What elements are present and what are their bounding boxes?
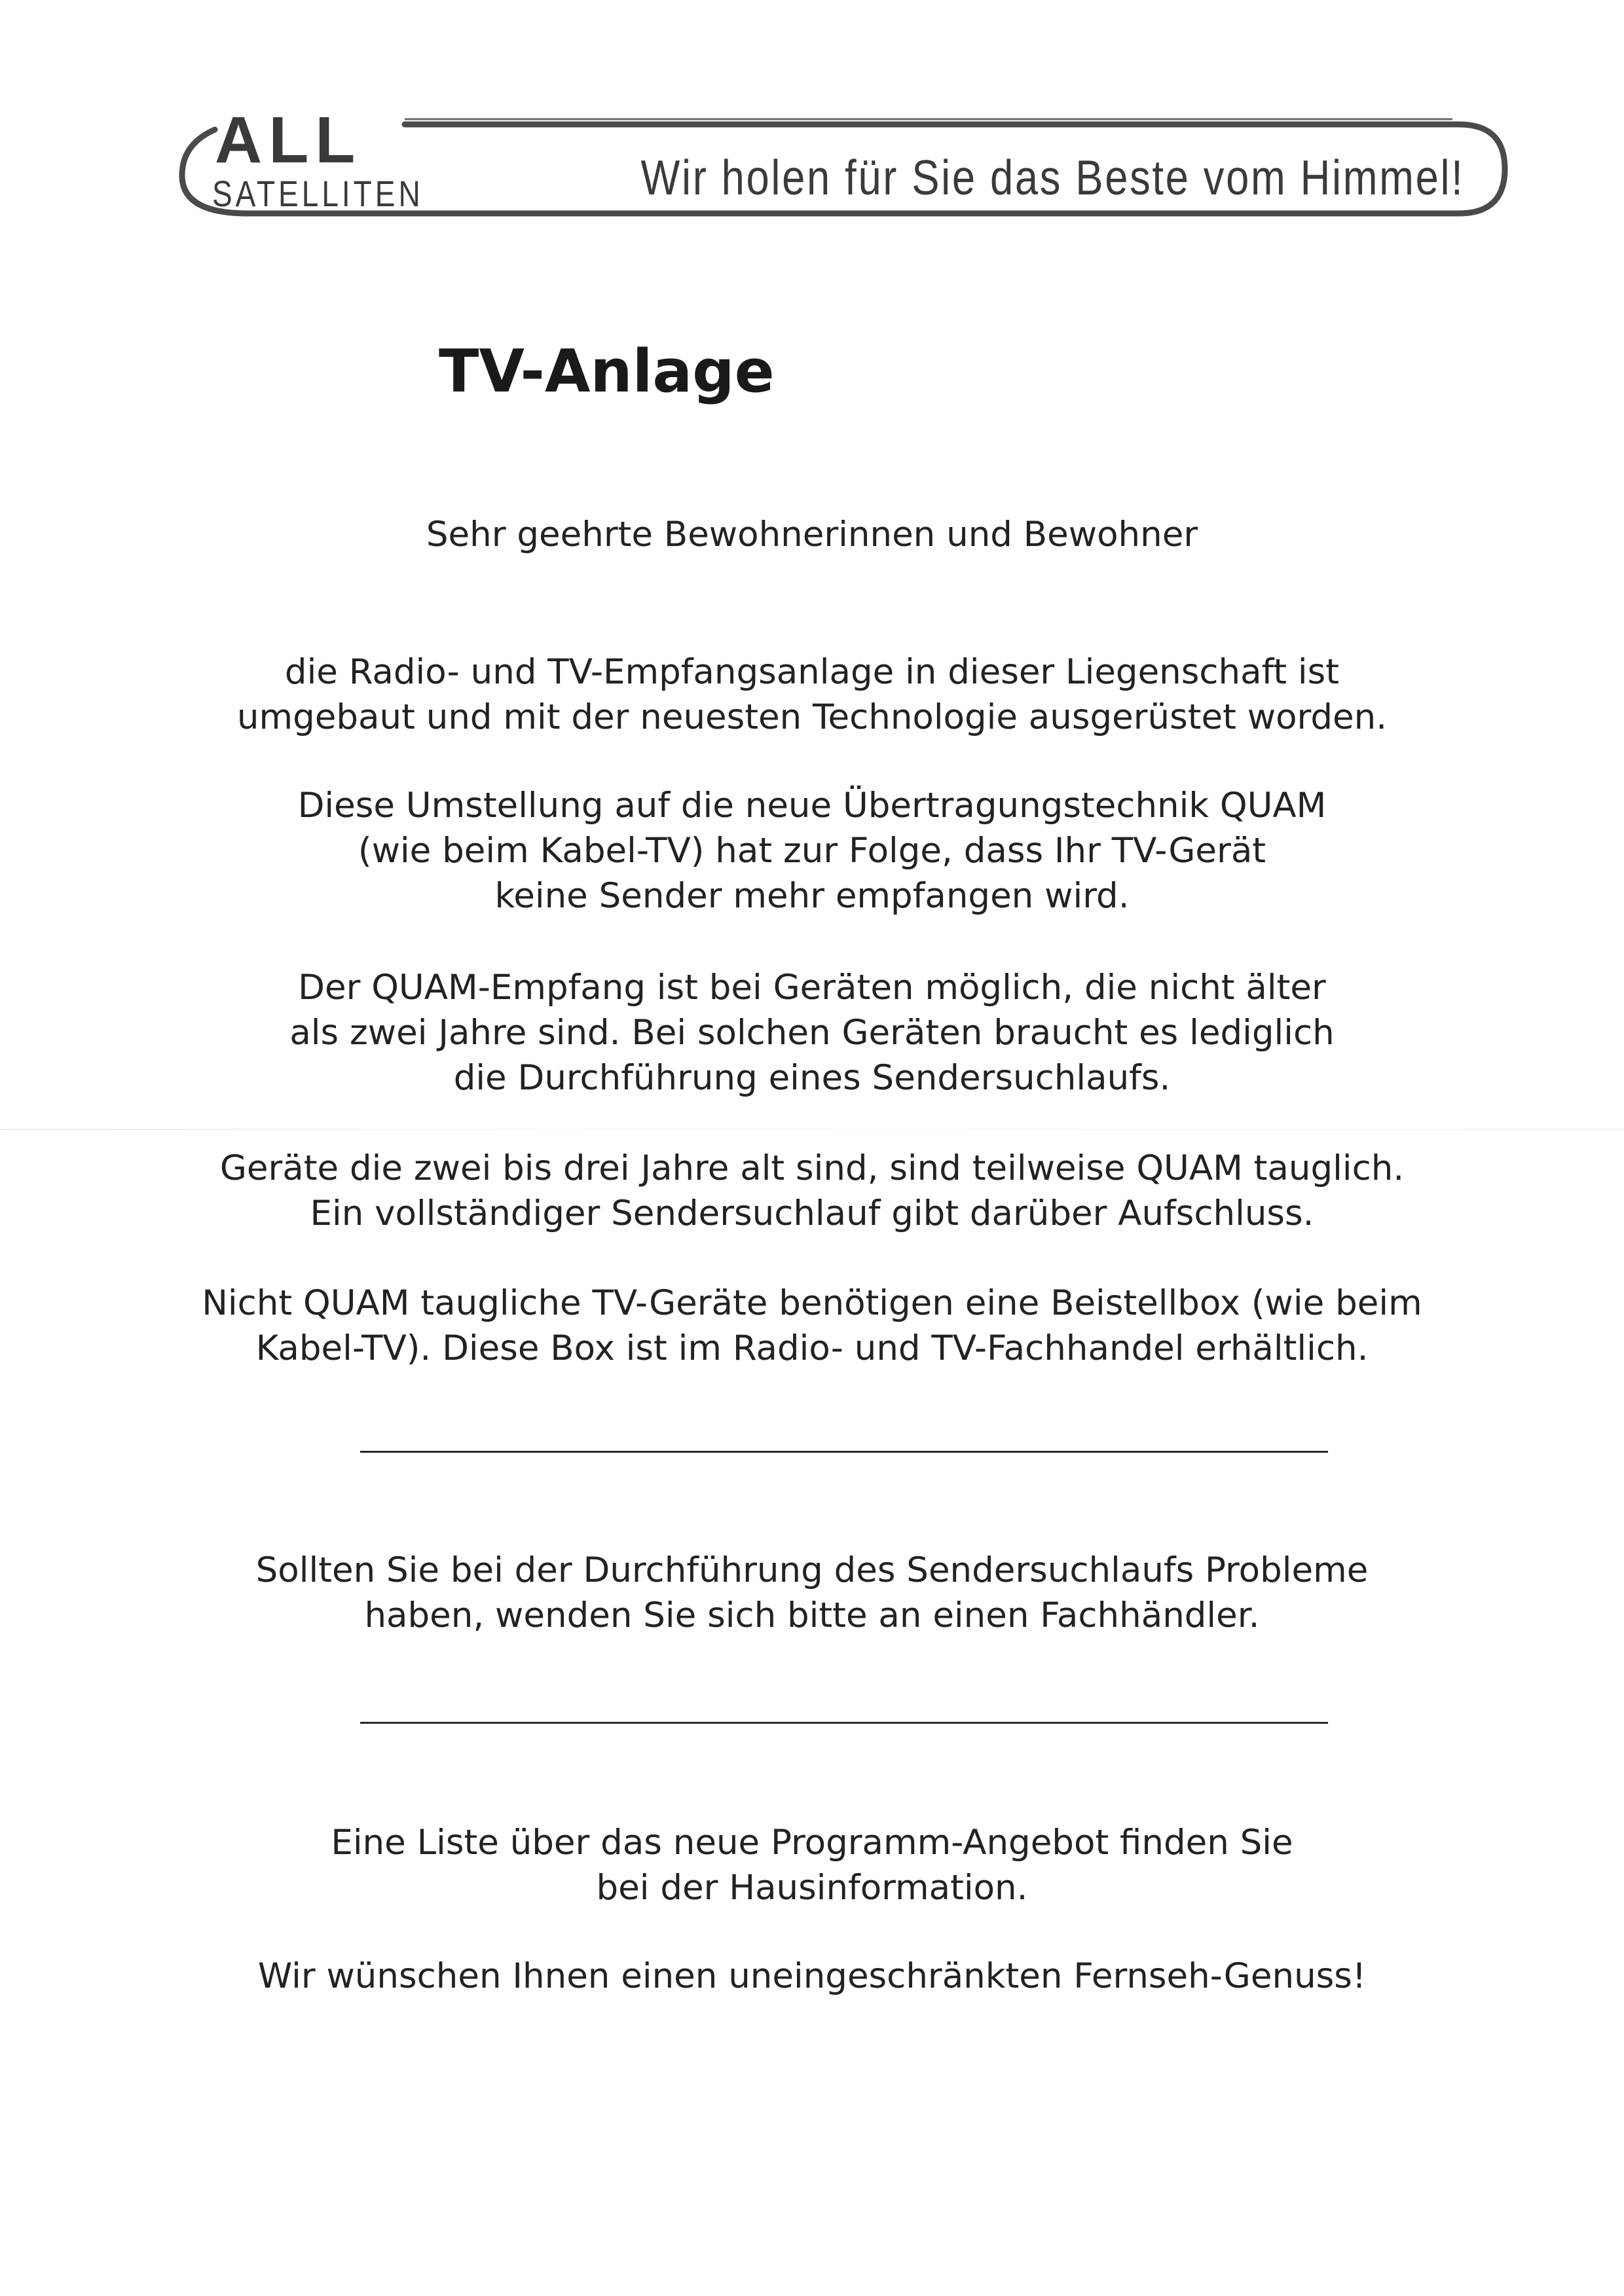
paragraph-quam-switch [0, 783, 1624, 919]
text-line: Geräte die zwei bis drei Jahre alt sind, sind teilweise QUAM tauglich. [219, 1148, 1405, 1188]
brand-logo-text: ALL [215, 103, 362, 177]
paragraph-support [0, 1548, 1624, 1638]
letterhead-slogan: Wir holen für Sie das Beste vom Himmel! [640, 150, 1464, 206]
text-line: umgebaut und mit der neuesten Technologie ausgerüstet worden. [236, 697, 1388, 737]
scan-fold-line [0, 1129, 1624, 1130]
closing [0, 1954, 1624, 1999]
text-line: Sollten Sie bei der Durchführung des Sendersuchlaufs Probleme [255, 1550, 1369, 1590]
text-line: die Durchführung eines Sendersuchlaufs. [453, 1058, 1171, 1098]
text-line: keine Sender mehr empfangen wird. [494, 876, 1130, 916]
paragraph-set-top-box [0, 1281, 1624, 1371]
divider-line [360, 1451, 1328, 1453]
closing-line: Wir wünschen Ihnen einen uneingeschränkten Fernseh-Genuss! [257, 1956, 1367, 1996]
salutation [0, 512, 1624, 557]
text-line: die Radio- und TV-Empfangsanlage in dieser Liegenschaft ist [284, 652, 1340, 692]
paragraph-new-devices [0, 965, 1624, 1101]
salutation-line: Sehr geehrte Bewohnerinnen und Bewohner [426, 515, 1198, 555]
brand-subtitle: SATELLITEN [212, 173, 424, 214]
paragraph-older-devices [0, 1146, 1624, 1236]
document-title: TV-Anlage [439, 337, 775, 406]
text-line: (wie beim Kabel-TV) hat zur Folge, dass Ihr TV-Gerät [358, 831, 1266, 871]
text-line: Kabel-TV). Diese Box ist im Radio- und TV-Fachhandel erhältlich. [255, 1328, 1369, 1368]
text-line: Nicht QUAM taugliche TV-Geräte benötigen eine Beistellbox (wie beim [202, 1283, 1422, 1323]
text-line: als zwei Jahre sind. Bei solchen Geräten braucht es lediglich [289, 1013, 1335, 1053]
text-line: Diese Umstellung auf die neue Übertragungstechnik QUAM [297, 786, 1327, 826]
divider-line [360, 1722, 1328, 1724]
text-line: bei der Hausinformation. [596, 1868, 1028, 1908]
text-line: haben, wenden Sie sich bitte an einen Fachhändler. [364, 1595, 1260, 1635]
text-line: Eine Liste über das neue Programm-Angebot finden Sie [331, 1823, 1293, 1863]
paragraph-renovation [0, 649, 1624, 740]
text-line: Der QUAM-Empfang ist bei Geräten möglich, die nicht älter [298, 968, 1326, 1008]
letterhead [169, 103, 1513, 232]
paragraph-program-list [0, 1820, 1624, 1910]
text-line: Ein vollständiger Sendersuchlauf gibt darüber Aufschluss. [310, 1194, 1314, 1233]
